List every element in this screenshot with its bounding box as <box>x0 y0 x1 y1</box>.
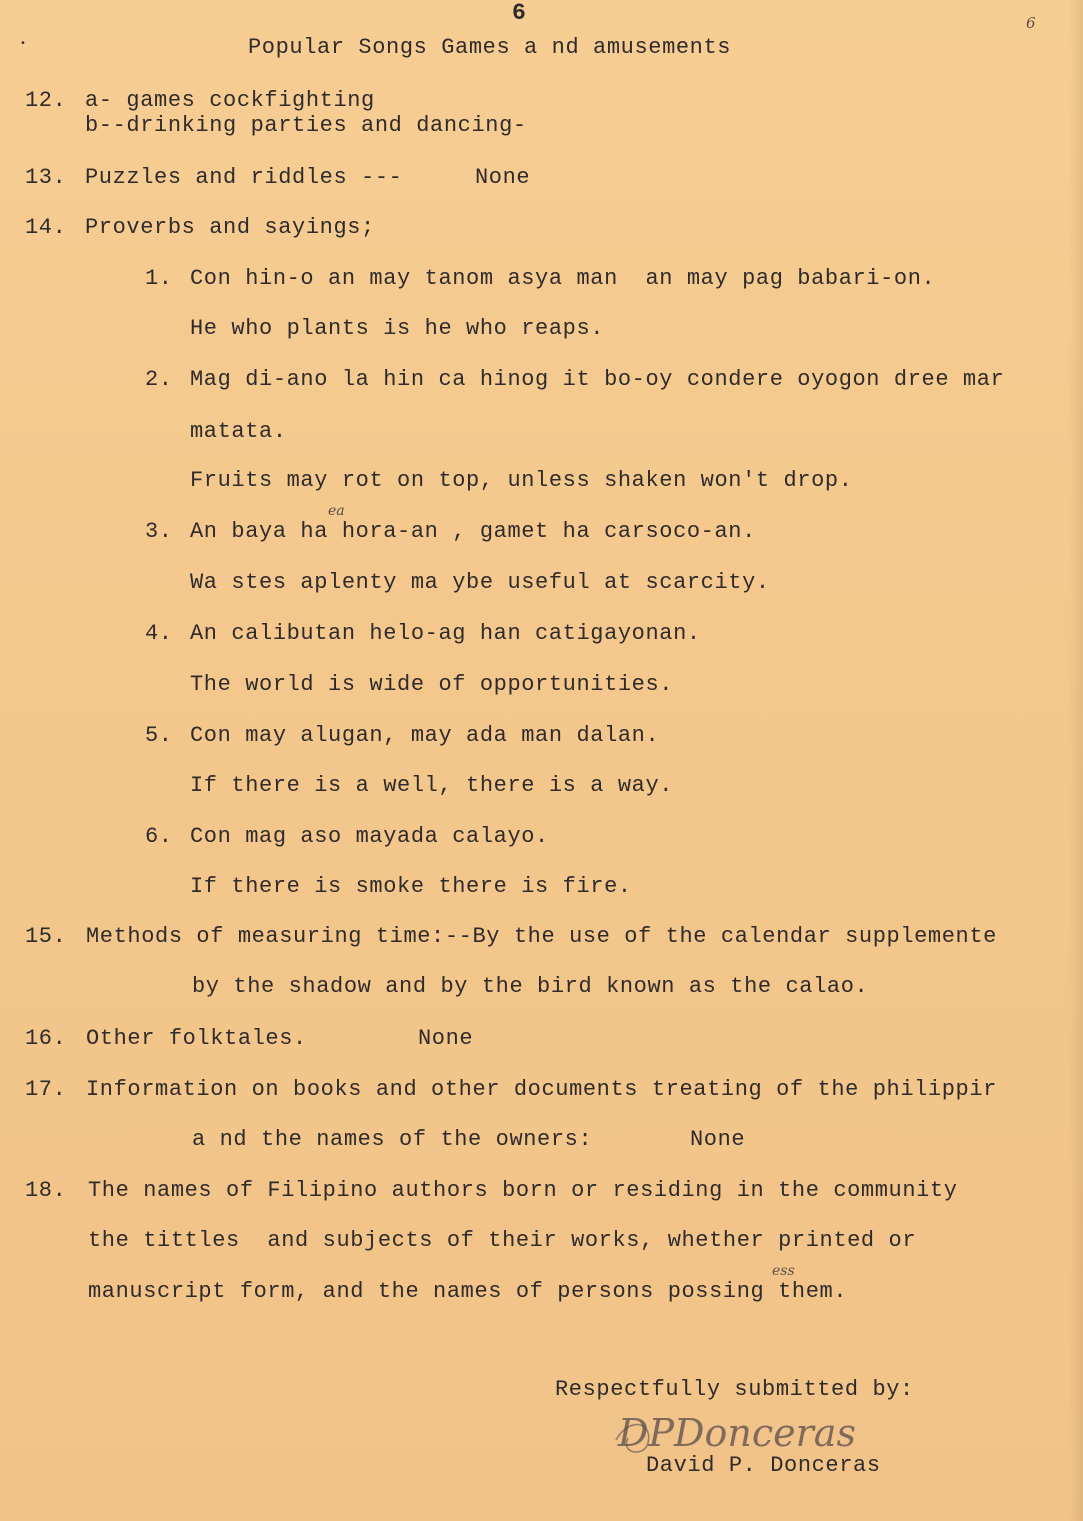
proverb-1-translation: He who plants is he who reaps. <box>190 316 605 341</box>
proverb-3-insertion: ea <box>328 503 345 519</box>
item-15-line-2: by the shadow and by the bird known as the calao. <box>192 974 869 999</box>
item-17-value: None <box>690 1127 746 1152</box>
item-18-line-3: manuscript form, and the names of persons possing them. <box>88 1279 848 1304</box>
proverb-5-number: 5. <box>145 723 173 748</box>
proverb-2-original: Mag di-ano la hin ca hinog it bo-oy condere oyogon dree mar <box>190 367 1005 392</box>
proverb-5-original: Con may alugan, may ada man dalan. <box>190 723 660 748</box>
proverb-3-original: An baya ha hora-an , gamet ha carsoco-an. <box>190 519 756 544</box>
item-16-value: None <box>418 1026 474 1051</box>
item-13-text: Puzzles and riddles --- <box>85 165 403 190</box>
item-14-number: 14. <box>25 215 67 240</box>
item-17-line-2: a nd the names of the owners: <box>192 1127 593 1152</box>
page-number: 6 <box>512 0 527 26</box>
item-13-number: 13. <box>25 165 67 190</box>
page-edge-shadow <box>1069 0 1083 1521</box>
proverb-3-translation: Wa stes aplenty ma ybe useful at scarcity. <box>190 570 770 595</box>
item-16-number: 16. <box>25 1026 67 1051</box>
item-18-number: 18. <box>25 1178 67 1203</box>
proverb-2-original-cont: matata. <box>190 419 287 444</box>
proverb-1-original: Con hin-o an may tanom asya man an may pag babari-on. <box>190 266 936 291</box>
item-12-line-b: b--drinking parties and dancing- <box>85 113 527 138</box>
proverb-4-number: 4. <box>145 621 173 646</box>
ink-dot: • <box>20 39 27 50</box>
item-18-insertion: ess <box>772 1263 795 1279</box>
proverb-4-translation: The world is wide of opportunities. <box>190 672 674 697</box>
proverb-6-original: Con mag aso mayada calayo. <box>190 824 549 849</box>
item-18-line-2: the tittles and subjects of their works, whether printed or <box>88 1228 917 1253</box>
item-15-line-1: Methods of measuring time:--By the use of the calendar supplemente <box>86 924 997 949</box>
closing-line: Respectfully submitted by: <box>555 1377 914 1402</box>
item-15-number: 15. <box>25 924 67 949</box>
proverb-6-translation: If there is smoke there is fire. <box>190 874 632 899</box>
proverb-2-translation: Fruits may rot on top, unless shaken won't drop. <box>190 468 853 493</box>
item-13-value: None <box>475 165 531 190</box>
proverb-3-number: 3. <box>145 519 173 544</box>
item-14-text: Proverbs and sayings; <box>85 215 375 240</box>
page-title: Popular Songs Games a nd amusements <box>248 35 732 60</box>
proverb-2-number: 2. <box>145 367 173 392</box>
proverb-6-number: 6. <box>145 824 173 849</box>
signer-name: David P. Donceras <box>646 1453 881 1478</box>
item-16-text: Other folktales. <box>86 1026 307 1051</box>
proverb-4-original: An calibutan helo-ag han catigayonan. <box>190 621 701 646</box>
proverb-5-translation: If there is a well, there is a way. <box>190 773 674 798</box>
proverb-1-number: 1. <box>145 266 173 291</box>
corner-page-mark: 6 <box>1026 14 1036 32</box>
item-17-number: 17. <box>25 1077 67 1102</box>
item-18-line-1: The names of Filipino authors born or residing in the community <box>88 1178 958 1203</box>
svg-text:DPDonceras: DPDonceras <box>618 1411 856 1455</box>
item-12-line-a: a- games cockfighting <box>85 88 375 113</box>
item-17-line-1: Information on books and other documents treating of the philippir <box>86 1077 997 1102</box>
item-12-number: 12. <box>25 88 67 113</box>
